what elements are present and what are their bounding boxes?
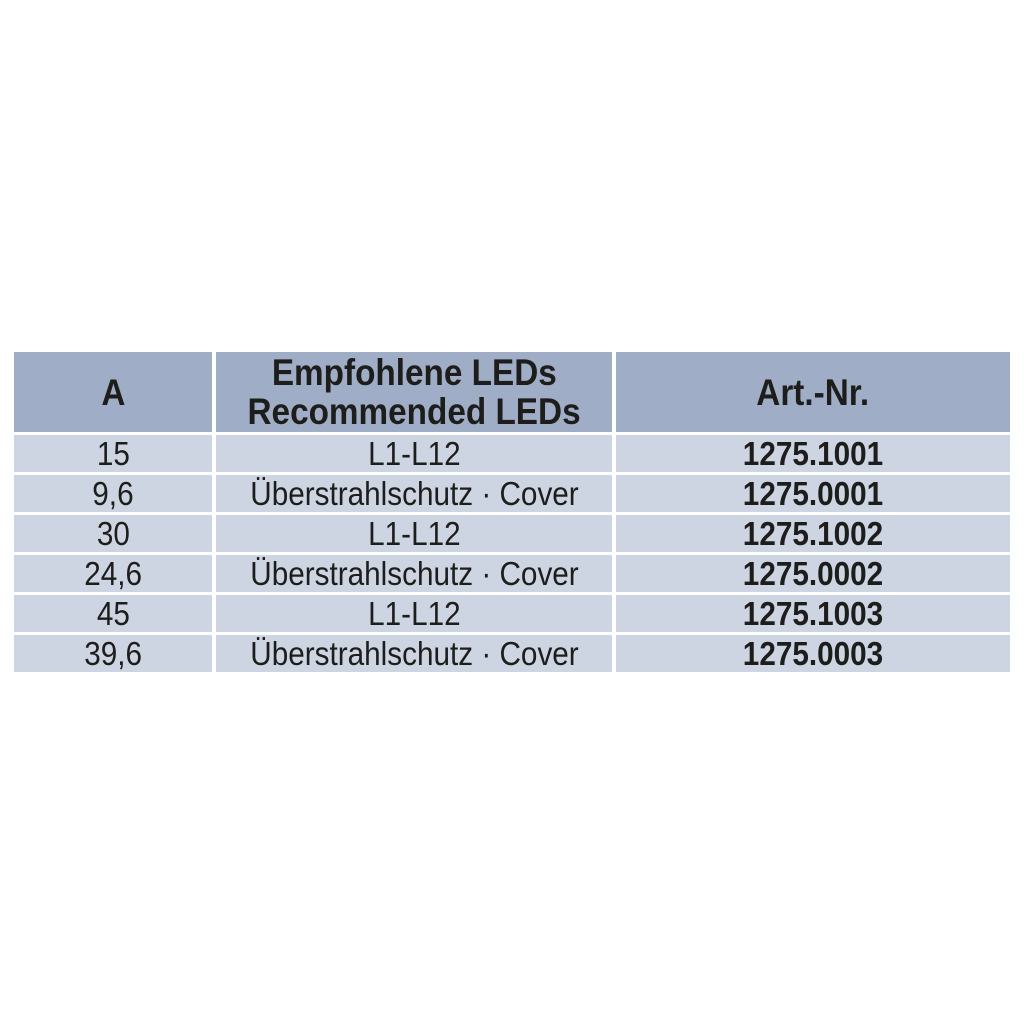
column-header-leds-line1: Empfohlene LEDs bbox=[271, 352, 557, 393]
value-art-nr: 1275.0003 bbox=[742, 635, 884, 672]
value-leds: Überstrahlschutz · Cover bbox=[249, 555, 579, 592]
cell-a bbox=[14, 635, 212, 672]
value-leds: L1-L12 bbox=[367, 435, 461, 472]
value-art-nr: 1275.1003 bbox=[742, 595, 884, 632]
value-a: 24,6 bbox=[84, 555, 142, 592]
cell-art-nr bbox=[616, 555, 1010, 592]
column-header-leds-lines bbox=[229, 353, 599, 431]
value-leds: L1-L12 bbox=[367, 595, 461, 632]
value-a: 15 bbox=[96, 435, 130, 472]
value-art-nr: 1275.1002 bbox=[742, 515, 884, 552]
value-leds: Überstrahlschutz · Cover bbox=[249, 635, 579, 672]
column-header-a bbox=[14, 352, 212, 432]
value-art-nr: 1275.0002 bbox=[742, 555, 884, 592]
column-header-a-label: A bbox=[100, 371, 126, 413]
value-art-nr: 1275.1001 bbox=[742, 435, 884, 472]
cell-leds bbox=[216, 515, 612, 552]
value-a: 39,6 bbox=[84, 635, 142, 672]
cell-a bbox=[14, 595, 212, 632]
cell-art-nr bbox=[616, 515, 1010, 552]
cell-art-nr bbox=[616, 635, 1010, 672]
cell-leds bbox=[216, 435, 612, 472]
cell-a bbox=[14, 435, 212, 472]
value-art-nr: 1275.0001 bbox=[742, 475, 884, 512]
value-leds: L1-L12 bbox=[367, 515, 461, 552]
column-header-leds bbox=[216, 352, 612, 432]
cell-a bbox=[14, 515, 212, 552]
cell-leds bbox=[216, 555, 612, 592]
column-header-art-nr-label: Art.-Nr. bbox=[756, 371, 870, 413]
cell-a bbox=[14, 555, 212, 592]
cell-a bbox=[14, 475, 212, 512]
value-a: 30 bbox=[96, 515, 130, 552]
cell-leds bbox=[216, 635, 612, 672]
value-a: 45 bbox=[96, 595, 130, 632]
cell-leds bbox=[216, 595, 612, 632]
cell-art-nr bbox=[616, 435, 1010, 472]
cell-leds bbox=[216, 475, 612, 512]
column-header-art-nr bbox=[616, 352, 1010, 432]
led-article-table bbox=[14, 352, 1010, 672]
cell-art-nr bbox=[616, 595, 1010, 632]
cell-art-nr bbox=[616, 475, 1010, 512]
value-leds: Überstrahlschutz · Cover bbox=[249, 475, 579, 512]
value-a: 9,6 bbox=[92, 475, 134, 512]
column-header-leds-line2: Recommended LEDs bbox=[247, 391, 581, 432]
